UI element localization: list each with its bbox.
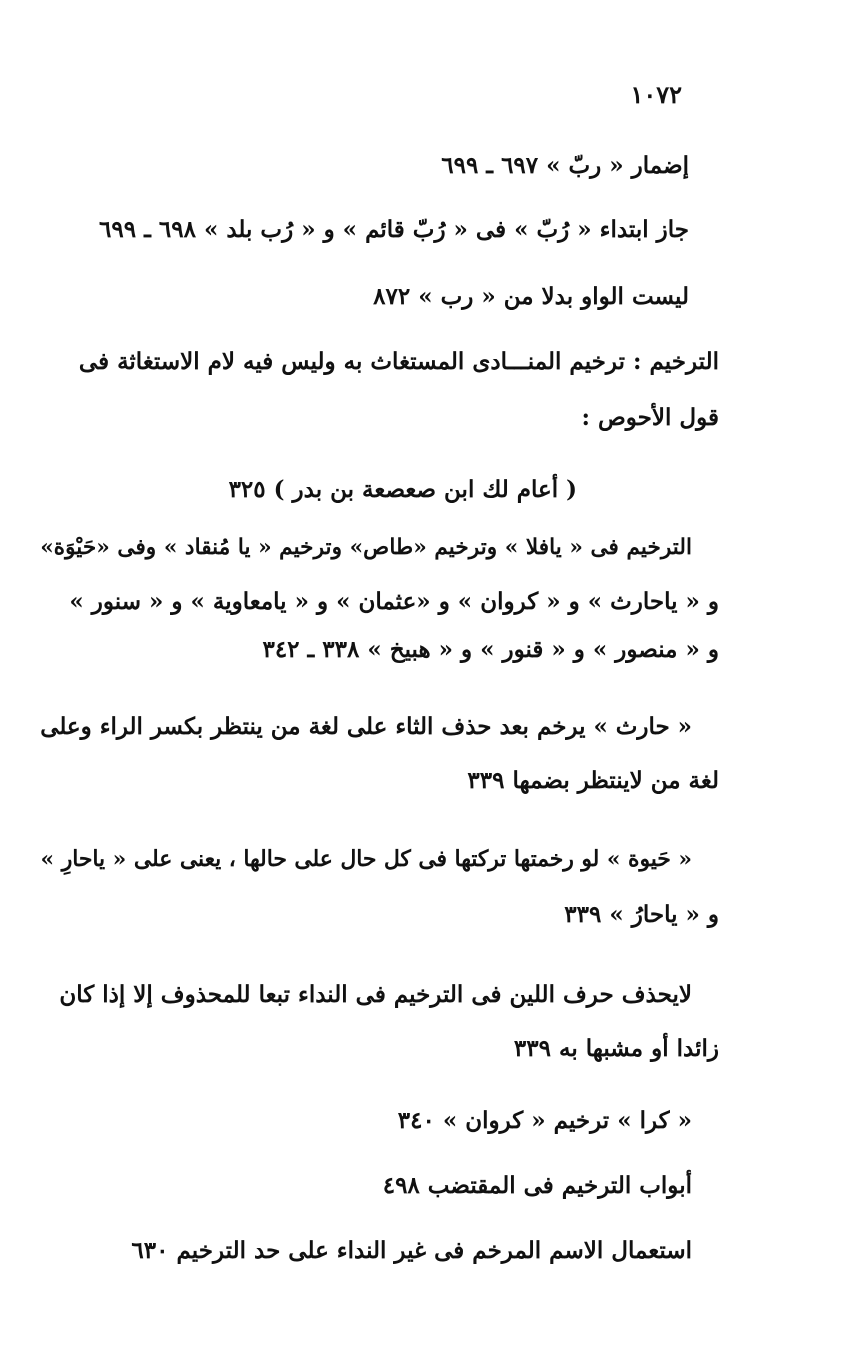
page-number: ١٠٧٢ bbox=[630, 80, 682, 109]
entry-hayawa-line-2: و « ياحارُ » ٣٣٩ bbox=[564, 901, 719, 928]
entry-jaz-ibtida-rubba: جاز ابتداء « رُبّ » فى « رُبّ قائم » و « رُب بلد » ٦٩٨ ـ ٦٩٩ bbox=[99, 216, 689, 243]
entry-la-yuhdhaf-line-2: زائدا أو مشبها به ٣٣٩ bbox=[513, 1035, 719, 1062]
verse-quotation: ( أعام لك ابن صعصعة بن بدر ) ٣٢٥ bbox=[228, 476, 577, 503]
entry-istimal-alism: استعمال الاسم المرخم فى غير النداء على حد الترخيم ٦٣٠ bbox=[131, 1237, 692, 1264]
entry-tarkhim-fi-line-1: الترخيم فى « يافلا » وترخيم «طاص» وترخيم « يا مُنقاد » وفى «حَيْوَة» bbox=[40, 535, 692, 560]
entry-tarkhim-fi-line-3: و « منصور » و « قنور » و « هبيخ » ٣٣٨ ـ ٣٤٢ bbox=[262, 636, 719, 663]
entry-hayawa-line-1: « حَيوة » لو رخمتها تركتها فى كل حال على حالها ، يعنى على « ياحارِ » bbox=[40, 847, 692, 872]
entry-laysat-alwaw: ليست الواو بدلا من « رب » ٨٧٢ bbox=[373, 283, 689, 310]
entry-abwab-altarkhim: أبواب الترخيم فى المقتضب ٤٩٨ bbox=[382, 1172, 692, 1199]
entry-harith-line-2: لغة من لاينتظر بضمها ٣٣٩ bbox=[467, 767, 719, 794]
entry-harith-line-1: « حارث » يرخم بعد حذف الثاء على لغة من ينتظر بكسر الراء وعلى bbox=[40, 713, 692, 740]
entry-idmar-rubba: إضمار « ربّ » ٦٩٧ ـ ٦٩٩ bbox=[441, 152, 689, 179]
entry-kara: « كرا » ترخيم « كروان » ٣٤٠ bbox=[397, 1107, 692, 1134]
entry-tarkhim-fi-line-2: و « ياحارث » و « كروان » و «عثمان » و « يامعاوية » و « سنور » bbox=[69, 588, 719, 615]
entry-tarkhim-line-1: الترخيم : ترخيم المنـــادى المستغاث به وليس فيه لام الاستغاثة فى bbox=[78, 348, 719, 375]
entry-tarkhim-line-2: قول الأحوص : bbox=[581, 404, 719, 431]
entry-la-yuhdhaf-line-1: لايحذف حرف اللين فى الترخيم فى النداء تبعا للمحذوف إلا إذا كان bbox=[59, 981, 692, 1008]
